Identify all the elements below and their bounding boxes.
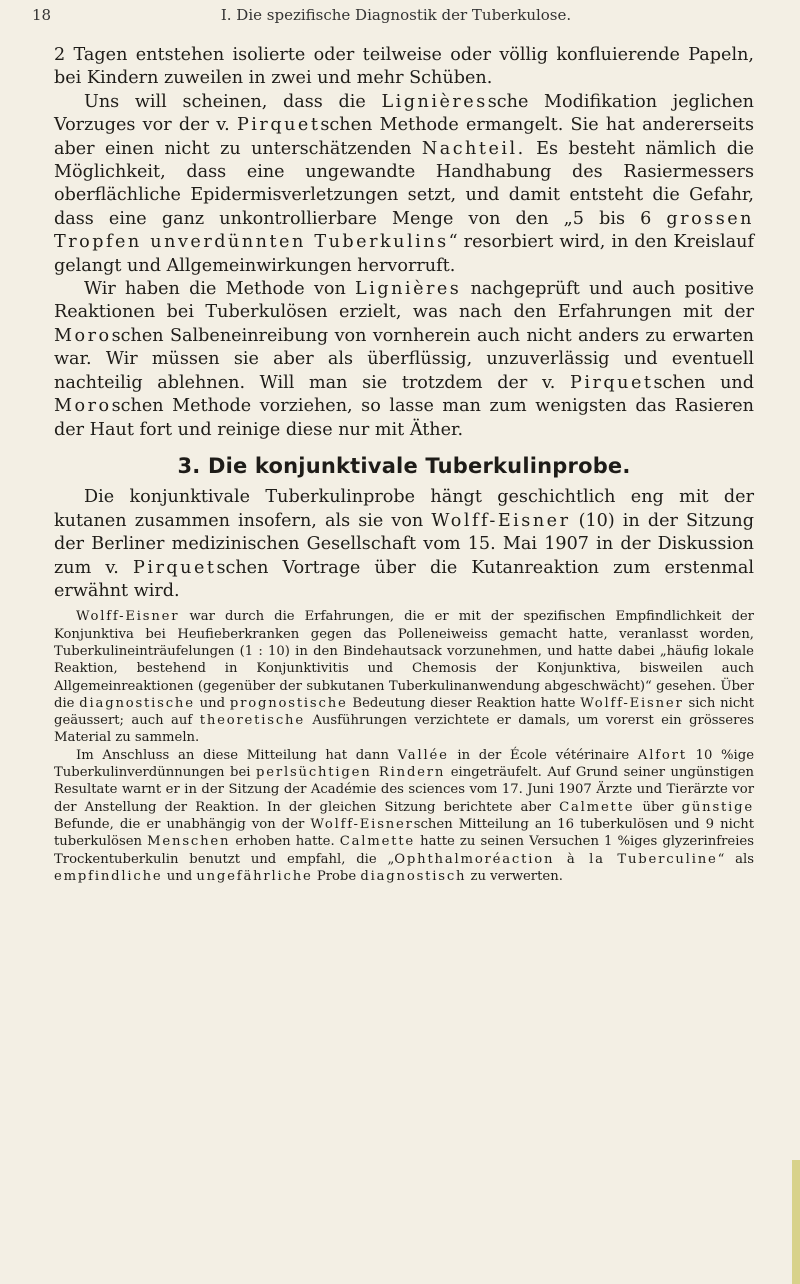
spaced-text: Wolff-Eisner <box>431 510 571 531</box>
text-run: Bedeutung dieser Reaktion hatte <box>347 695 581 711</box>
text-run: 10 %ige Tuberkulinverdünnungen bei <box>54 747 755 781</box>
spaced-text: diagnostisch <box>360 868 467 884</box>
text-run: schen Vortrage über die Kutanreaktion zum erstenmal erwähnt wird. <box>54 557 754 601</box>
spaced-text: Pirquet <box>236 115 321 136</box>
spaced-text: Pirquet <box>570 372 654 393</box>
text-run: schen Methode vorziehen, so lasse man zum wenigsten das Rasieren der Haut fort und reinige diese nur mit Äther. <box>54 396 754 440</box>
small-print-block <box>54 608 754 885</box>
spaced-text: Lignières <box>381 91 488 112</box>
text-run: “ als <box>717 851 754 867</box>
text-run: hatte zu seinen Versuchen 1 %iges glyzerinfreies Trockentuberkulin benutzt und empfahl, die „ <box>54 834 754 867</box>
spaced-text: günstige <box>681 799 754 815</box>
text-run: sche Modifikation jeglichen Vorzuges vor der v. <box>54 91 755 136</box>
text-run: Befunde, die er unabhängig von der <box>54 816 311 832</box>
text-run: schen Methode ermangelt. Sie hat andererseits aber einen nicht zu unterschätzenden <box>54 115 754 159</box>
text-run: schen Mitteilung an 16 tuberkulösen und 9 nicht tuberkulösen <box>54 816 755 850</box>
section-paragraph <box>54 486 754 603</box>
spaced-text: Pirquet <box>133 557 217 578</box>
small-paragraph-1 <box>54 608 754 746</box>
text-run: Die konjunktivale Tuberkulinprobe hängt geschichtlich eng mit der kutanen zusammen insofern, als sie von <box>54 487 754 531</box>
spaced-text: Vallée <box>397 747 449 763</box>
text-run: (10) in der Sitzung der Berliner medizinischen Gesellschaft vom 15. Mai 1907 in der Diskussion zum v. <box>54 510 754 578</box>
spaced-text: prognostische <box>229 695 348 711</box>
text-run: war durch die Erfahrungen, die er mit der spezifischen Empfindlichkeit der Konjunktiva bei Heufieberkranken gegen das Polleneiweiss gemacht hatte, veranlasst worden, Tuberkulineinträufelungen (1 : 10) in den Bindehautsack vorzunehmen, und hatte dabei „häufig lokale Reaktion, bestehend in Konjunktivitis und Chemosis der Konjunktiva, bisweilen auch Allgemeinreaktionen (gegenüber der subkutanen Tuberkulinanwendung abgeschwächt)“ gesehen. Über die <box>54 609 754 711</box>
text-run: erhoben hatte. <box>230 834 340 850</box>
text-run: eingeträufelt. Auf Grund seiner ungünstigen Resultate warnt er in der Sitzung der Académie des sciences vom 17. Juni 1907 Ärzte und Tierärzte vor der Anstellung der Reaktion. In der gleichen Sitzung berichtete aber <box>54 765 754 815</box>
text-run: Probe <box>312 868 361 884</box>
text-run: Ausführungen verzichtete er damals, um vorerst ein grösseres Material zu sammeln. <box>54 713 754 746</box>
text-run: 2 Tagen entstehen isolierte oder teilweise oder völlig konfluierende Papeln, bei Kindern zuweilen in zwei und mehr Schüben. <box>54 45 754 89</box>
spaced-text: Alfort <box>637 747 687 763</box>
text-run: und <box>194 695 230 711</box>
paragraph-3 <box>54 278 754 442</box>
spaced-text: grossen Tropfen unverdünnten Tuberkulins <box>54 208 754 253</box>
page-number: 18 <box>32 6 52 24</box>
text-run: über <box>634 799 682 815</box>
spaced-text: Ophthalmoréaction à la Tuberculine <box>394 851 718 867</box>
text-run: Im Anschluss an diese Mitteilung hat dann <box>76 747 398 763</box>
spaced-text: Wolff-Eisner <box>310 816 414 832</box>
spaced-text: Nachteil. <box>421 138 526 159</box>
spaced-text: Calmette <box>559 799 635 815</box>
text-run: Es besteht nämlich die Möglichkeit, dass eine ungewandte Handhabung des Rasiermessers oberflächliche Epidermisverletzungen setzt, und damit entsteht die Gefahr, dass eine ganz unkontrollierbare Menge von den „5 bis 6 <box>54 138 754 229</box>
body-text <box>54 44 754 885</box>
spaced-text: Wolff-Eisner <box>580 695 684 711</box>
text-run: Wir haben die Methode von <box>84 279 356 300</box>
spaced-text: Moro <box>54 325 112 346</box>
small-paragraph-2 <box>54 747 754 885</box>
text-run: schen Salbeneinreibung von vornherein auch nicht anders zu erwarten war. Wir müssen sie aber als überflüssig, unzuverlässig und eventuell nachteilig ablehnen. Will man sie trotzdem der v. <box>54 325 754 393</box>
spaced-text: Lignières <box>355 279 462 300</box>
spaced-text: diagnostische <box>79 695 195 711</box>
spaced-text: empfindliche <box>54 868 163 884</box>
text-run: nachgeprüft und auch positive Reaktionen bei Tuberkulösen erzielt, was nach den Erfahrungen mit der <box>54 279 755 323</box>
spaced-text: ungefährliche <box>196 868 313 884</box>
spaced-text: Menschen <box>147 834 231 850</box>
spaced-text: Wolff-Eisner <box>76 609 180 625</box>
section-heading: 3. Die konjunktivale Tuberkulinprobe. <box>177 453 631 478</box>
text-run: schen und <box>653 372 754 393</box>
running-title: I. Die spezifische Diagnostik der Tuberkulose. <box>220 6 572 24</box>
spaced-text: Moro <box>54 396 112 417</box>
text-run: “ resorbiert wird, in den Kreislauf gelangt und Allgemeinwirkungen hervorruft. <box>54 232 754 276</box>
spaced-text: Calmette <box>339 834 416 850</box>
text-run: und <box>162 868 197 884</box>
text-run: sich nicht geäussert; auch auf <box>54 695 755 729</box>
paragraph-1 <box>54 44 754 91</box>
paragraph-2 <box>54 91 754 278</box>
running-header <box>32 6 760 32</box>
text-run: zu verwerten. <box>466 868 563 884</box>
spaced-text: perlsüchtigen Rindern <box>256 765 446 781</box>
page-edge-mark <box>792 1160 800 1284</box>
text-run: in der École vétérinaire <box>448 747 638 763</box>
spaced-text: theoretische <box>199 713 305 729</box>
text-run: Uns will scheinen, dass die <box>84 91 382 112</box>
